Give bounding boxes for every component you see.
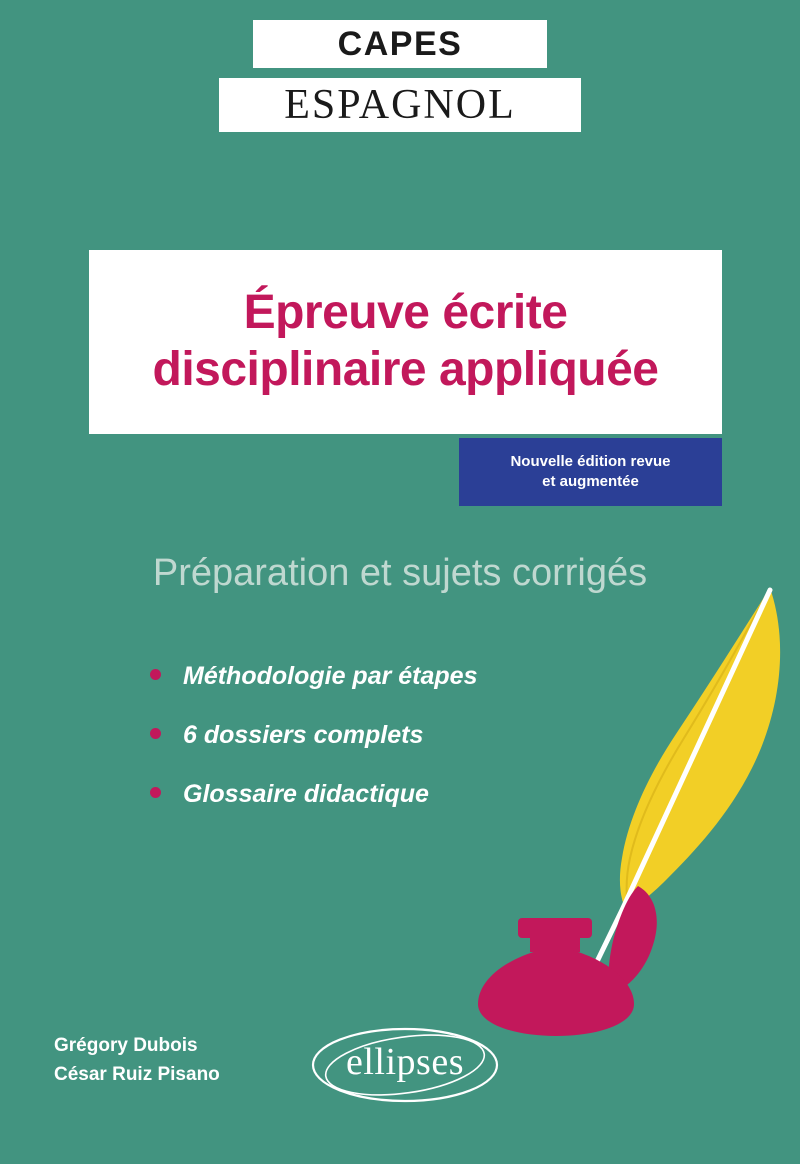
title-block — [89, 250, 722, 434]
subtitle: Préparation et sujets corrigés — [152, 552, 648, 594]
banner-capes-label: CAPES — [337, 24, 463, 63]
feather-inkwell-illustration — [470, 580, 800, 1040]
edition-badge-line-1: Nouvelle édition revue — [510, 452, 671, 470]
banner-capes — [253, 20, 547, 68]
feather-quill-icon — [590, 588, 780, 976]
author-name: César Ruiz Pisano — [54, 1063, 220, 1085]
author-name: Grégory Dubois — [54, 1035, 198, 1056]
publisher-logo — [300, 1010, 510, 1120]
page-title-line-1: Épreuve écrite — [243, 286, 568, 340]
list-item-label: Méthodologie par étapes — [183, 662, 478, 690]
edition-badge-line-2: et augmentée — [542, 473, 639, 490]
page-title-line-2: disciplinaire appliquée — [152, 343, 659, 396]
authors — [54, 1032, 220, 1089]
bullet-dot-icon — [150, 787, 161, 798]
banner-espagnol-label: ESPAGNOL — [284, 82, 516, 128]
publisher-name: ellipses — [346, 1041, 464, 1083]
list-item-label: 6 dossiers complets — [183, 721, 424, 749]
edition-badge — [459, 438, 722, 506]
banner-espagnol — [219, 78, 581, 132]
bullet-dot-icon — [150, 728, 161, 739]
bullet-dot-icon — [150, 669, 161, 680]
list-item-label: Glossaire didactique — [183, 780, 429, 808]
